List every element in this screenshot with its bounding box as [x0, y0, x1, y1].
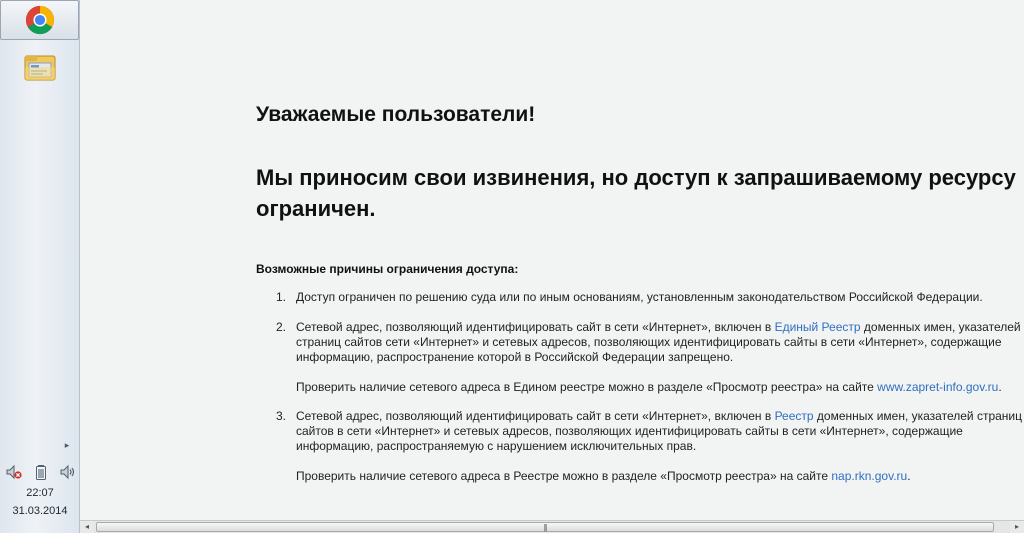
scroll-left-arrow-icon[interactable]: ◂ [80, 521, 94, 533]
zapret-info-link[interactable]: www.zapret-info.gov.ru [877, 380, 999, 394]
reason-line [296, 320, 1024, 335]
horizontal-scrollbar[interactable] [80, 520, 1024, 533]
page-greeting: Уважаемые пользователи! [256, 103, 536, 126]
reason-text [296, 409, 1024, 484]
reason-line-text: доменных имен, указателей [860, 320, 1021, 334]
reason-number: 3. [276, 409, 287, 423]
scroll-right-arrow-icon[interactable]: ▸ [1010, 521, 1024, 533]
browser-content [80, 0, 1024, 520]
volume-icon[interactable] [59, 463, 77, 481]
chrome-taskbar-button[interactable] [0, 0, 79, 40]
check-end: . [907, 469, 911, 483]
reason-line: сайтов в сети «Интернет» и сетевых адресов, позволяющих идентифицировать сайты в сети «Интернет», содержащие [296, 424, 963, 438]
chrome-icon [25, 5, 55, 35]
reason-line: информацию, распространяемую с нарушением исключительных прав. [296, 439, 697, 453]
taskbar [0, 0, 80, 533]
reason-number: 1. [276, 290, 287, 304]
system-tray [5, 462, 77, 482]
battery-icon[interactable] [32, 463, 50, 481]
check-line [296, 380, 1024, 395]
reasons-title: Возможные причины ограничения доступа: [256, 262, 519, 276]
clock-time[interactable]: 22:07 [26, 487, 54, 499]
registry-link[interactable]: Реестр [774, 409, 814, 423]
scrollbar-grip-icon: ||| [543, 523, 547, 532]
reason-text [296, 320, 1024, 395]
check-end: . [998, 380, 1002, 394]
reason-line: страниц сайтов сети «Интернет» и сетевых адресов, позволяющих идентифицировать сайты в сети «Интернет», содержащие [296, 335, 1002, 349]
reason-line: информацию, распространение которой в Российской Федерации запрещено. [296, 350, 734, 364]
check-text: Проверить наличие сетевого адреса в Реестре можно в разделе «Просмотр реестра» на сайте [296, 469, 832, 483]
reason-line-text: Сетевой адрес, позволяющий идентифицировать сайт в сети «Интернет», включен в [296, 409, 775, 423]
page-apology: Мы приносим свои извинения, но доступ к запрашиваемому ресурсу ограничен. [256, 165, 1016, 221]
reason-number: 2. [276, 320, 287, 334]
speaker-muted-icon[interactable] [5, 463, 23, 481]
reason-line [296, 409, 1024, 424]
windows-explorer-icon[interactable] [23, 52, 57, 84]
scrollbar-thumb[interactable] [96, 522, 994, 532]
reason-line-text: доменных имен, указателей страниц [813, 409, 1022, 423]
reason-line-text: Сетевой адрес, позволяющий идентифицировать сайт в сети «Интернет», включен в [296, 320, 775, 334]
reason-text: Доступ ограничен по решению суда или по иным основаниям, установленным законодательством Российской Федерации. [296, 290, 983, 304]
nap-rkn-link[interactable]: nap.rkn.gov.ru [831, 469, 908, 483]
show-hidden-icons-arrow[interactable]: ▸ [64, 440, 70, 450]
check-line [296, 469, 1024, 484]
clock-date[interactable]: 31.03.2014 [12, 505, 68, 517]
check-text: Проверить наличие сетевого адреса в Едином реестре можно в разделе «Просмотр реестра» на сайте [296, 380, 878, 394]
unified-registry-link[interactable]: Единый Реестр [774, 320, 861, 334]
